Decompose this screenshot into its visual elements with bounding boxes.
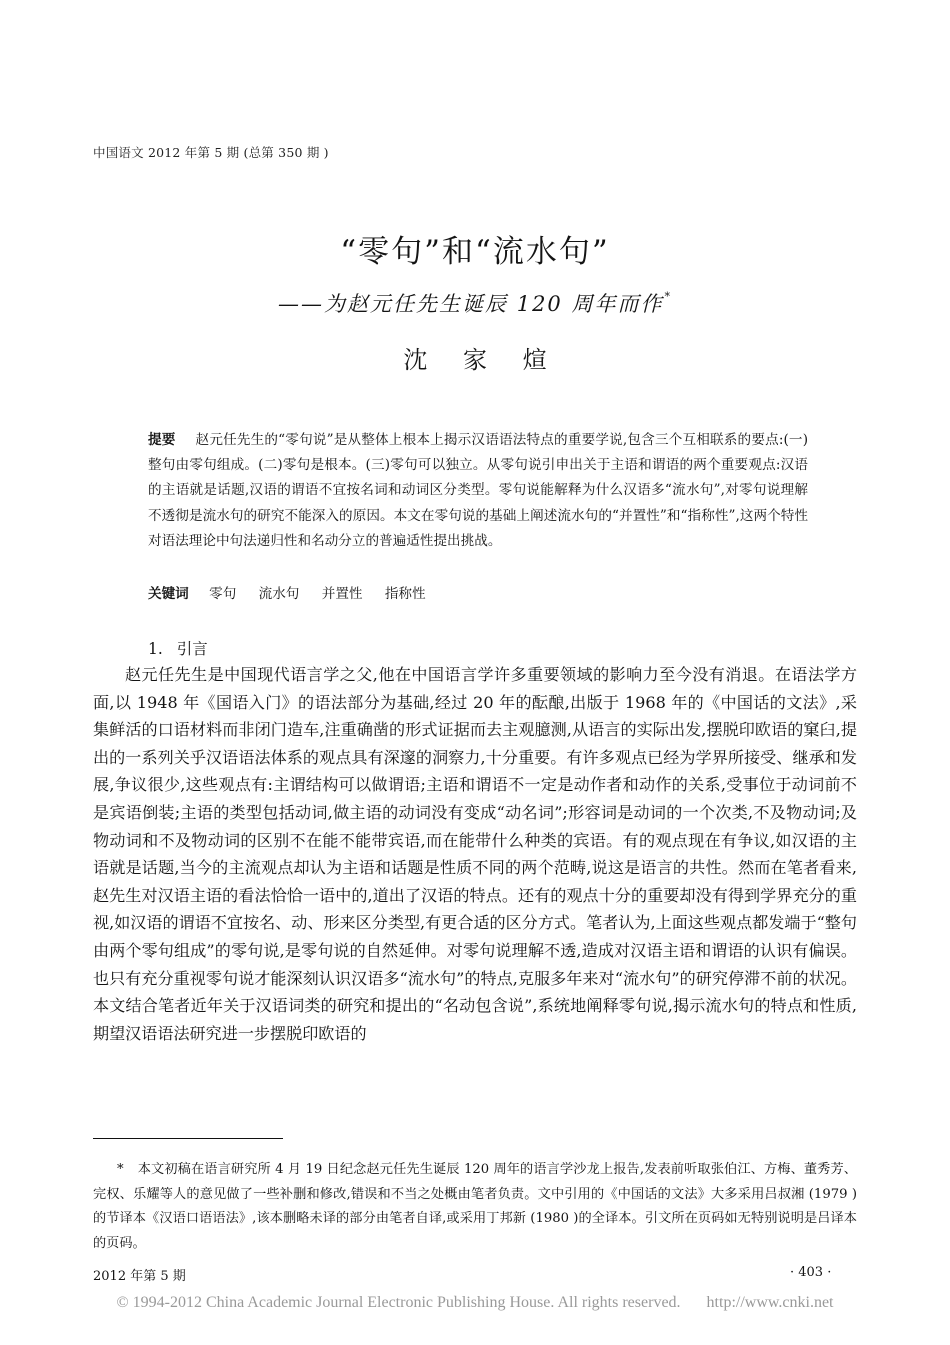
footnote-text: 本文初稿在语言研究所 4 月 19 日纪念赵元任先生诞辰 120 周年的语言学沙龙上报告,发表前听取张伯江、方梅、董秀芳、完权、乐耀等人的意见做了一些补删和修改,错误和不当之处概由笔者负责。文中引用的《中国话的文法》大多采用吕叔湘 (1979 )的节译本《汉语口语语法》,该本删略未译的部分由笔者自译,或采用丁邦新 (1980 )的全译本。引文所在页码如无特别说明是吕译本的页码。 <box>93 1162 857 1251</box>
article-title: “零句”和“流水句” <box>340 234 610 270</box>
article-subtitle <box>0 288 950 318</box>
keywords-label: 关键词 <box>148 586 189 602</box>
footer-page-number: · 403 · <box>790 1265 832 1280</box>
footer-issue: 2012 年第 5 期 <box>93 1269 186 1284</box>
subtitle-text: ——为赵元任先生诞辰 120 周年而作 <box>278 292 664 316</box>
abstract-label: 提要 <box>148 432 176 448</box>
journal-header: 中国语文 2012 年第 5 期 (总第 350 期 ) <box>93 145 329 160</box>
keywords <box>148 583 808 605</box>
author-name: 沈 家 煊 <box>403 346 561 374</box>
section-heading <box>148 637 208 659</box>
footnote-divider <box>93 1138 283 1139</box>
keyword-item: 零句 <box>209 586 237 602</box>
keyword-item: 并置性 <box>321 586 363 602</box>
keyword-item: 流水句 <box>258 586 300 602</box>
copyright-watermark <box>0 1294 950 1312</box>
footnote <box>93 1158 857 1256</box>
footnote-mark: * <box>117 1162 124 1177</box>
section-number: 1. <box>148 640 163 658</box>
subtitle-footnote-mark: * <box>664 290 672 303</box>
keyword-item: 指称性 <box>384 586 426 602</box>
body-paragraph: 赵元任先生是中国现代语言学之父,他在中国语言学许多重要领域的影响力至今没有消退。在语法学方面,以 1948 年《国语入门》的语法部分为基础,经过 20 年的酝酿,出版于 1968 年的《中国话的文法》,采集鲜活的口语材料而非闭门造车,注重确凿的形式证据而去主观臆测,从语言的实际出发,摆脱印欧语的窠臼,提出的一系列关乎汉语语法体系的观点具有深邃的洞察力,十分重要。有许多观点已经为学界所接受、继承和发展,争议很少,这些观点有:主谓结构可以做谓语;主语和谓语不一定是动作者和动作的关系,受事位于动词前不是宾语倒装;主语的类型包括动词,做主语的动词没有变成“动名词”;形容词是动词的一个次类,不及物动词;及物动词和不及物动词的区别不在能不能带宾语,而在能带什么种类的宾语。有的观点现在有争议,如汉语的主语就是话题,当今的主流观点却认为主语和话题是性质不同的两个范畴,说这是语言的共性。然而在笔者看来,赵先生对汉语主语的看法恰恰一语中的,道出了汉语的特点。还有的观点十分的重要却没有得到学界充分的重视,如汉语的谓语不宜按名、动、形来区分类型,有更合适的区分方式。笔者认为,上面这些观点都发端于“整句由两个零句组成”的零句说,是零句说的自然延伸。对零句说理解不透,造成对汉语主语和谓语的认识有偏误。也只有充分重视零句说才能深刻认识汉语多“流水句”的特点,克服多年来对“流水句”的研究停滞不前的状况。本文结合笔者近年关于汉语词类的研究和提出的“名动包含说”,系统地阐释零句说,揭示流水句的特点和性质,期望汉语语法研究进一步摆脱印欧语的 <box>93 665 857 1043</box>
copyright-notice: © 1994-2012 China Academic Journal Electronic Publishing House. All rights reserved. <box>116 1294 681 1311</box>
cnki-url: http://www.cnki.net <box>706 1294 834 1311</box>
abstract-text: 赵元任先生的“零句说”是从整体上根本上揭示汉语语法特点的重要学说,包含三个互相联系的要点:(一)整句由零句组成。(二)零句是根本。(三)零句可以独立。从零句说引申出关于主语和谓语的两个重要观点:汉语的主语就是话题,汉语的谓语不宜按名词和动词区分类型。零句说能解释为什么汉语多“流水句”,对零句说理解不透彻是流水句的研究不能深入的原因。本文在零句说的基础上阐述流水句的“并置性”和“指称性”,这两个特性对语法理论中句法递归性和名动分立的普遍适性提出挑战。 <box>148 432 809 549</box>
abstract <box>148 428 808 554</box>
section-title: 引言 <box>176 640 208 658</box>
